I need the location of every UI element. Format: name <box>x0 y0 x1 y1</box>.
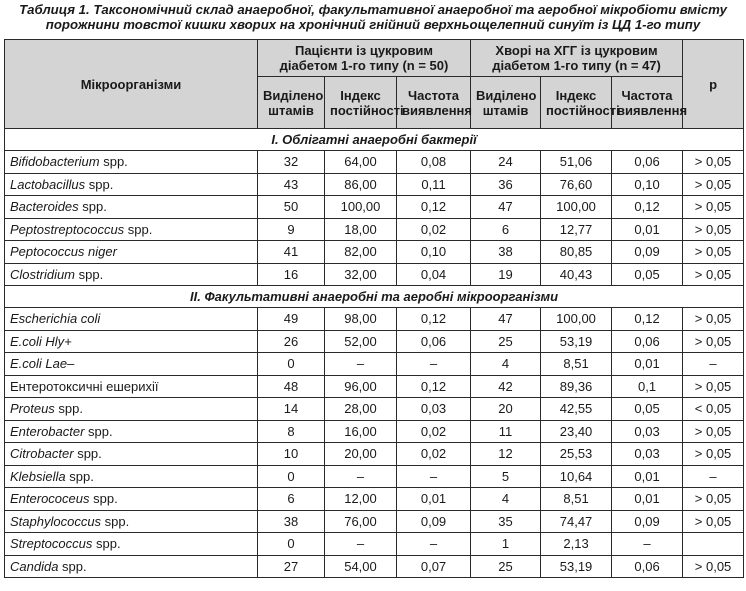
g2-index-cell: 100,00 <box>541 196 612 219</box>
header-index: Індекс постійності <box>325 77 397 129</box>
g2-index-cell: 53,19 <box>541 555 612 578</box>
microbiota-table <box>4 39 744 578</box>
g2-freq-cell: 0,03 <box>612 420 683 443</box>
g2-freq-cell: 0,06 <box>612 330 683 353</box>
g2-isolated-cell: 4 <box>471 488 541 511</box>
g2-index-cell: 40,43 <box>541 263 612 286</box>
p-value-cell: > 0,05 <box>683 420 744 443</box>
g1-freq-cell: 0,08 <box>397 151 471 174</box>
g1-freq-cell: 0,09 <box>397 510 471 533</box>
g2-isolated-cell: 47 <box>471 308 541 331</box>
g2-freq-cell: 0,09 <box>612 241 683 264</box>
caption-line-2: порожнини товстої кишки хворих на хронічний гнійний верхньощелепний синуїт із ЦД 1-го типу <box>45 17 701 32</box>
caption-line-1: Таблиця 1. Таксономічний склад анаеробної, факультативної анаеробної та аеробної мікробіоти вмісту <box>19 2 727 17</box>
g1-freq-cell: 0,02 <box>397 218 471 241</box>
g2-index-cell: 51,06 <box>541 151 612 174</box>
organism-name <box>5 555 258 578</box>
organism-latin: E.coli Lae– <box>10 356 75 372</box>
g2-index-cell: 25,53 <box>541 443 612 466</box>
g2-isolated-cell: 25 <box>471 330 541 353</box>
g2-index-cell: 23,40 <box>541 420 612 443</box>
g2-index-cell: 10,64 <box>541 465 612 488</box>
p-value-cell: > 0,05 <box>683 488 744 511</box>
g2-index-cell: 89,36 <box>541 375 612 398</box>
g1-isolated-cell: 32 <box>258 151 325 174</box>
table-caption <box>0 0 746 32</box>
g1-index-cell: 82,00 <box>325 241 397 264</box>
g1-freq-cell: 0,02 <box>397 420 471 443</box>
p-value-cell: > 0,05 <box>683 196 744 219</box>
organism-suffix: spp. <box>89 491 118 507</box>
organism-name <box>5 420 258 443</box>
g2-freq-cell: – <box>612 533 683 556</box>
table-row <box>5 196 744 219</box>
g1-index-cell: 96,00 <box>325 375 397 398</box>
p-value-cell: > 0,05 <box>683 330 744 353</box>
organism-latin: Streptococcus <box>10 536 93 552</box>
organism-name <box>5 173 258 196</box>
g1-freq-cell: 0,07 <box>397 555 471 578</box>
g2-freq-cell: 0,01 <box>612 465 683 488</box>
organism-latin: Enterobacter <box>10 423 85 439</box>
g2-isolated-cell: 35 <box>471 510 541 533</box>
header-index: Індекс постійності <box>541 77 612 129</box>
g2-isolated-cell: 1 <box>471 533 541 556</box>
g2-index-cell: 8,51 <box>541 488 612 511</box>
g1-index-cell: – <box>325 465 397 488</box>
g2-index-cell: 74,47 <box>541 510 612 533</box>
organism-suffix: spp. <box>65 468 94 484</box>
g2-isolated-cell: 25 <box>471 555 541 578</box>
p-value-cell: > 0,05 <box>683 173 744 196</box>
g1-index-cell: – <box>325 353 397 376</box>
organism-latin: Enterococeus <box>10 491 90 507</box>
organism-latin: Peptostreptococcus <box>10 221 125 237</box>
organism-suffix: spp. <box>84 423 113 439</box>
g1-index-cell: 52,00 <box>325 330 397 353</box>
g2-index-cell: 8,51 <box>541 353 612 376</box>
organism-latin: Proteus <box>10 401 55 417</box>
organism-name <box>5 263 258 286</box>
organism-latin: Klebsiella <box>10 468 66 484</box>
table-row <box>5 510 744 533</box>
g2-freq-cell: 0,01 <box>612 353 683 376</box>
organism-name <box>5 330 258 353</box>
table-row <box>5 173 744 196</box>
g2-isolated-cell: 11 <box>471 420 541 443</box>
g2-freq-cell: 0,09 <box>612 510 683 533</box>
g1-isolated-cell: 49 <box>258 308 325 331</box>
g1-freq-cell: 0,11 <box>397 173 471 196</box>
organism-latin: Peptococcus niger <box>10 244 117 260</box>
g2-index-cell: 42,55 <box>541 398 612 421</box>
organism-name <box>5 375 258 398</box>
p-value-cell: < 0,05 <box>683 398 744 421</box>
organism-name <box>5 443 258 466</box>
g1-isolated-cell: 6 <box>258 488 325 511</box>
g1-isolated-cell: 8 <box>258 420 325 443</box>
organism-latin: Citrobacter <box>10 446 74 462</box>
table-row <box>5 241 744 264</box>
g2-freq-cell: 0,01 <box>612 488 683 511</box>
organism-suffix: spp. <box>92 536 121 552</box>
organism-latin: Candida <box>10 558 59 574</box>
g1-freq-cell: – <box>397 353 471 376</box>
g1-freq-cell: 0,01 <box>397 488 471 511</box>
g1-isolated-cell: 38 <box>258 510 325 533</box>
g1-isolated-cell: 9 <box>258 218 325 241</box>
table-row <box>5 555 744 578</box>
header-isolated: Виділено штамів <box>471 77 541 129</box>
header-freq: Частота виявлення <box>612 77 683 129</box>
g2-freq-cell: 0,05 <box>612 398 683 421</box>
section-row <box>5 286 744 308</box>
header-freq: Частота виявлення <box>397 77 471 129</box>
g1-index-cell: 16,00 <box>325 420 397 443</box>
organism-latin: E.coli Hly+ <box>10 333 72 349</box>
organism-suffix: spp. <box>124 221 153 237</box>
g1-isolated-cell: 50 <box>258 196 325 219</box>
g2-index-cell: 53,19 <box>541 330 612 353</box>
p-value-cell: > 0,05 <box>683 555 744 578</box>
section-title: I. Облігатні анаеробні бактерії <box>5 129 744 151</box>
p-value-cell: > 0,05 <box>683 151 744 174</box>
organism-name <box>5 353 258 376</box>
organism-name <box>5 241 258 264</box>
organism-suffix: spp. <box>58 558 87 574</box>
table-row <box>5 330 744 353</box>
g2-freq-cell: 0,03 <box>612 443 683 466</box>
organism-name <box>5 196 258 219</box>
g1-freq-cell: 0,02 <box>397 443 471 466</box>
organism-latin: Staphylococcus <box>10 513 102 529</box>
table-row <box>5 263 744 286</box>
g2-freq-cell: 0,06 <box>612 555 683 578</box>
organism-latin: Lactobacillus <box>10 176 86 192</box>
p-value-cell: > 0,05 <box>683 510 744 533</box>
g2-index-cell: 80,85 <box>541 241 612 264</box>
table-row <box>5 420 744 443</box>
organism-latin: Bifidobacterium <box>10 154 100 170</box>
g1-isolated-cell: 41 <box>258 241 325 264</box>
g2-freq-cell: 0,1 <box>612 375 683 398</box>
table-row <box>5 375 744 398</box>
g1-index-cell: 32,00 <box>325 263 397 286</box>
organism-suffix: spp. <box>73 446 102 462</box>
g1-index-cell: 86,00 <box>325 173 397 196</box>
g1-isolated-cell: 0 <box>258 353 325 376</box>
g2-index-cell: 2,13 <box>541 533 612 556</box>
g1-freq-cell: 0,06 <box>397 330 471 353</box>
organism-name <box>5 218 258 241</box>
p-value-cell: – <box>683 465 744 488</box>
organism-latin: Escherichia coli <box>10 311 101 327</box>
organism-name <box>5 398 258 421</box>
organism-name <box>5 488 258 511</box>
organism-name <box>5 533 258 556</box>
table-header <box>5 40 744 129</box>
organism-suffix: spp. <box>101 513 130 529</box>
header-isolated: Виділено штамів <box>258 77 325 129</box>
p-value-cell: – <box>683 353 744 376</box>
organism-latin: Clostridium <box>10 266 76 282</box>
table-row <box>5 398 744 421</box>
organism-suffix: spp. <box>85 176 114 192</box>
g1-index-cell: 18,00 <box>325 218 397 241</box>
g1-freq-cell: 0,12 <box>397 196 471 219</box>
header-group-2: Хворі на ХГГ із цукровим діабетом 1-го типу (n = 47) <box>471 40 683 77</box>
g1-index-cell: 98,00 <box>325 308 397 331</box>
g2-isolated-cell: 42 <box>471 375 541 398</box>
g1-index-cell: 28,00 <box>325 398 397 421</box>
table-row <box>5 533 744 556</box>
table-row <box>5 151 744 174</box>
g2-index-cell: 12,77 <box>541 218 612 241</box>
organism-suffix: spp. <box>99 154 128 170</box>
g2-isolated-cell: 24 <box>471 151 541 174</box>
p-value-cell: > 0,05 <box>683 218 744 241</box>
g2-isolated-cell: 19 <box>471 263 541 286</box>
g1-freq-cell: 0,12 <box>397 375 471 398</box>
g1-freq-cell: 0,10 <box>397 241 471 264</box>
table-row <box>5 308 744 331</box>
p-value-cell: > 0,05 <box>683 443 744 466</box>
g1-isolated-cell: 0 <box>258 533 325 556</box>
p-value-cell <box>683 533 744 556</box>
table-body <box>5 129 744 578</box>
organism-name <box>5 308 258 331</box>
table-row <box>5 465 744 488</box>
g2-index-cell: 76,60 <box>541 173 612 196</box>
g2-freq-cell: 0,12 <box>612 196 683 219</box>
g2-freq-cell: 0,05 <box>612 263 683 286</box>
g2-isolated-cell: 36 <box>471 173 541 196</box>
section-row <box>5 129 744 151</box>
g1-isolated-cell: 48 <box>258 375 325 398</box>
g1-freq-cell: 0,04 <box>397 263 471 286</box>
g1-index-cell: 100,00 <box>325 196 397 219</box>
organism-suffix: spp. <box>54 401 83 417</box>
g2-freq-cell: 0,01 <box>612 218 683 241</box>
organism-suffix: Ентеротоксичні ешерихії <box>10 378 159 394</box>
table-row <box>5 353 744 376</box>
organism-name <box>5 510 258 533</box>
g1-freq-cell: 0,03 <box>397 398 471 421</box>
g2-isolated-cell: 4 <box>471 353 541 376</box>
g1-index-cell: 64,00 <box>325 151 397 174</box>
g2-freq-cell: 0,06 <box>612 151 683 174</box>
g1-isolated-cell: 14 <box>258 398 325 421</box>
section-title: II. Факультативні анаеробні та аеробні мікроорганізми <box>5 286 744 308</box>
g1-freq-cell: – <box>397 533 471 556</box>
organism-latin: Bacteroides <box>10 199 79 215</box>
p-value-cell: > 0,05 <box>683 241 744 264</box>
header-p: p <box>683 40 744 129</box>
g1-index-cell: 20,00 <box>325 443 397 466</box>
g2-isolated-cell: 38 <box>471 241 541 264</box>
organism-suffix: spp. <box>78 199 107 215</box>
g2-index-cell: 100,00 <box>541 308 612 331</box>
table-row <box>5 218 744 241</box>
g1-isolated-cell: 0 <box>258 465 325 488</box>
g1-index-cell: 76,00 <box>325 510 397 533</box>
p-value-cell: > 0,05 <box>683 308 744 331</box>
organism-suffix: spp. <box>75 266 104 282</box>
g2-isolated-cell: 12 <box>471 443 541 466</box>
g2-freq-cell: 0,12 <box>612 308 683 331</box>
g1-isolated-cell: 43 <box>258 173 325 196</box>
g1-index-cell: 12,00 <box>325 488 397 511</box>
g2-freq-cell: 0,10 <box>612 173 683 196</box>
g1-isolated-cell: 27 <box>258 555 325 578</box>
g1-isolated-cell: 10 <box>258 443 325 466</box>
g1-isolated-cell: 16 <box>258 263 325 286</box>
table-row <box>5 443 744 466</box>
g1-freq-cell: – <box>397 465 471 488</box>
p-value-cell: > 0,05 <box>683 263 744 286</box>
g1-isolated-cell: 26 <box>258 330 325 353</box>
g2-isolated-cell: 5 <box>471 465 541 488</box>
g2-isolated-cell: 20 <box>471 398 541 421</box>
organism-name <box>5 465 258 488</box>
organism-name <box>5 151 258 174</box>
g1-index-cell: – <box>325 533 397 556</box>
g1-freq-cell: 0,12 <box>397 308 471 331</box>
g2-isolated-cell: 6 <box>471 218 541 241</box>
header-group-1: Пацієнти із цукровим діабетом 1-го типу (n = 50) <box>258 40 471 77</box>
p-value-cell: > 0,05 <box>683 375 744 398</box>
header-microorganisms: Мікроорганізми <box>5 40 258 129</box>
table-row <box>5 488 744 511</box>
g2-isolated-cell: 47 <box>471 196 541 219</box>
g1-index-cell: 54,00 <box>325 555 397 578</box>
